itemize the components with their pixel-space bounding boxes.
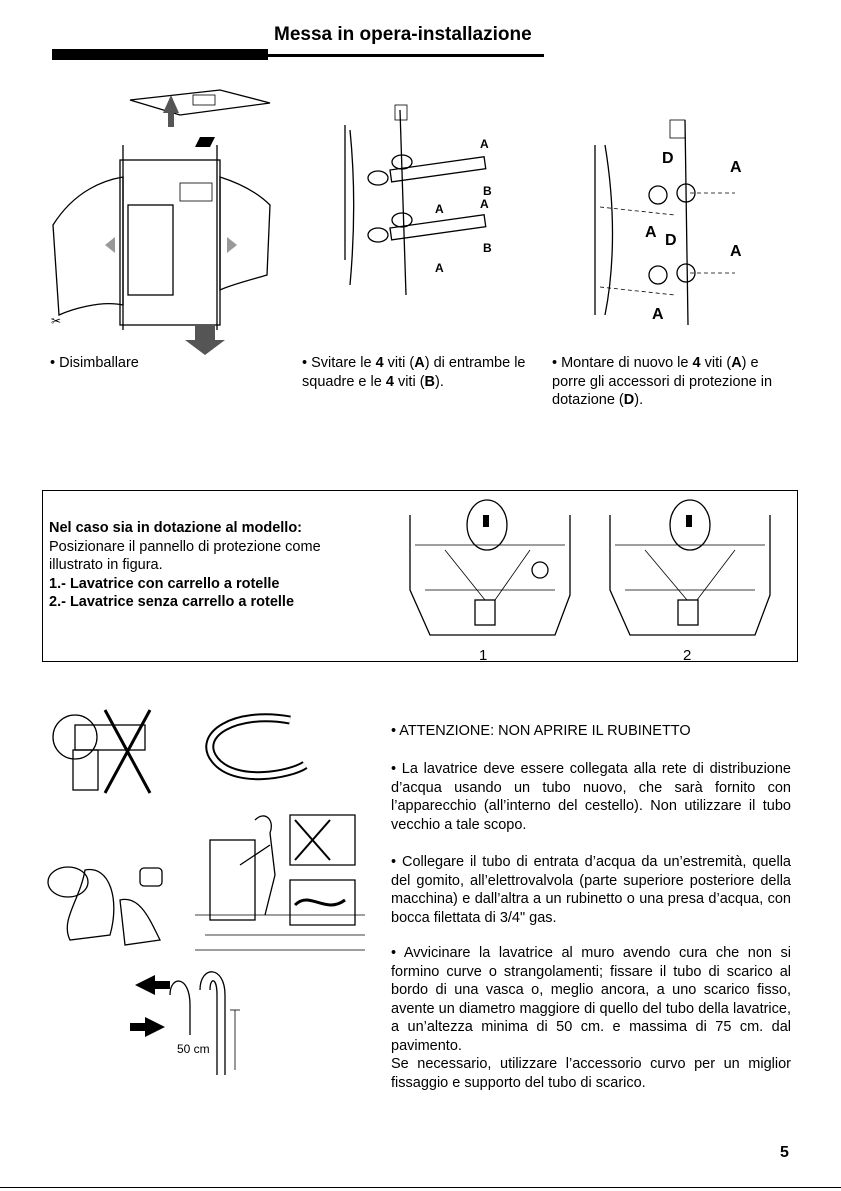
tap-crossed-illustration [45,705,165,800]
label-a: A [480,137,489,151]
move-machine-illustration [195,805,365,955]
figure-number-2: 2 [683,647,692,664]
page-bottom-rule [0,1187,841,1188]
hose-illustration [195,705,325,790]
label-a: A [652,306,664,323]
step-caption-unscrew: • Svitare le 4 viti (A) di entrambe le squadre e le 4 viti (B). [302,355,526,390]
title-underline-thin [268,54,544,57]
label-d: D [662,150,674,167]
protection-fitting-illustration [590,115,790,325]
panel-figure-1 [405,495,575,660]
screws-removal-illustration [340,100,510,300]
instruction-paragraph-1: • La lavatrice deve essere collegata alla rete di distribuzione d’acqua usando un tubo nuovo, che sarà fornito con l’apparecchio (all’interno del cestello). Non utilizzare il tubo vecchio a tale scopo. [391,761,791,833]
instruction-paragraph-3: • Avvicinare la lavatrice al muro avendo cura che non si formino curve o strangolamenti; fissare il tubo di scarico al bordo di una vasca o, meglio ancora, a uno scarico fisso, avente un diametro maggiore di quello del tubo della lavatrice, a un’altezza minima di 50 cm. e massima di 75 cm. dal pavimento. [391,945,791,1054]
title-underline-thick [52,49,268,60]
warning-text: • ATTENZIONE: NON APRIRE IL RUBINETTO [391,723,691,739]
box-line: Posizionare il pannello di protezione come [49,538,321,555]
panel-figure-2 [605,495,775,660]
step-caption-refit: • Montare di nuovo le 4 viti (A) e porre gli accessori di protezione in dotazione (D). [552,355,773,408]
label-b: B [483,241,492,255]
label-d: D [665,232,677,249]
unpacking-illustration [45,85,275,355]
label-50cm: 50 cm [177,1042,210,1056]
label-a: A [645,224,657,241]
hand-valve-illustration [40,840,175,950]
instruction-paragraph-2: • Collegare il tubo di entrata d’acqua da un’estremità, quella del gomito, all’elettrovalvola (parte superiore posteriore della macchina) e dall’altra a un rubinetto o una presa d’acqua, con bocca filettata di 3/4" gas. [391,854,791,926]
drain-hose-illustration [125,965,255,1085]
box-item: 2.- Lavatrice senza carrello a rotelle [49,594,295,610]
label-a: A [730,159,742,176]
figure-number-1: 1 [479,647,488,664]
label-b: B [483,184,492,198]
box-heading: Nel caso sia in dotazione al modello: [49,520,302,536]
label-a: A [730,243,742,260]
page-number: 5 [780,1144,789,1161]
page-title: Messa in opera-installazione [274,24,532,45]
instruction-paragraph-4: Se necessario, utilizzare l’accessorio curvo per un miglior fissaggio e supporto del tubo di scarico. [391,1056,791,1091]
label-a: A [435,261,444,275]
box-line: illustrato in figura. [49,557,163,573]
box-item: 1.- Lavatrice con carrello a rotelle [49,575,280,592]
label-a: A [480,197,489,211]
svg-text:✂: ✂ [51,314,62,328]
protection-panel-text [49,519,321,612]
label-a: A [435,202,444,216]
step-caption-unpack: • Disimballare [50,355,139,371]
